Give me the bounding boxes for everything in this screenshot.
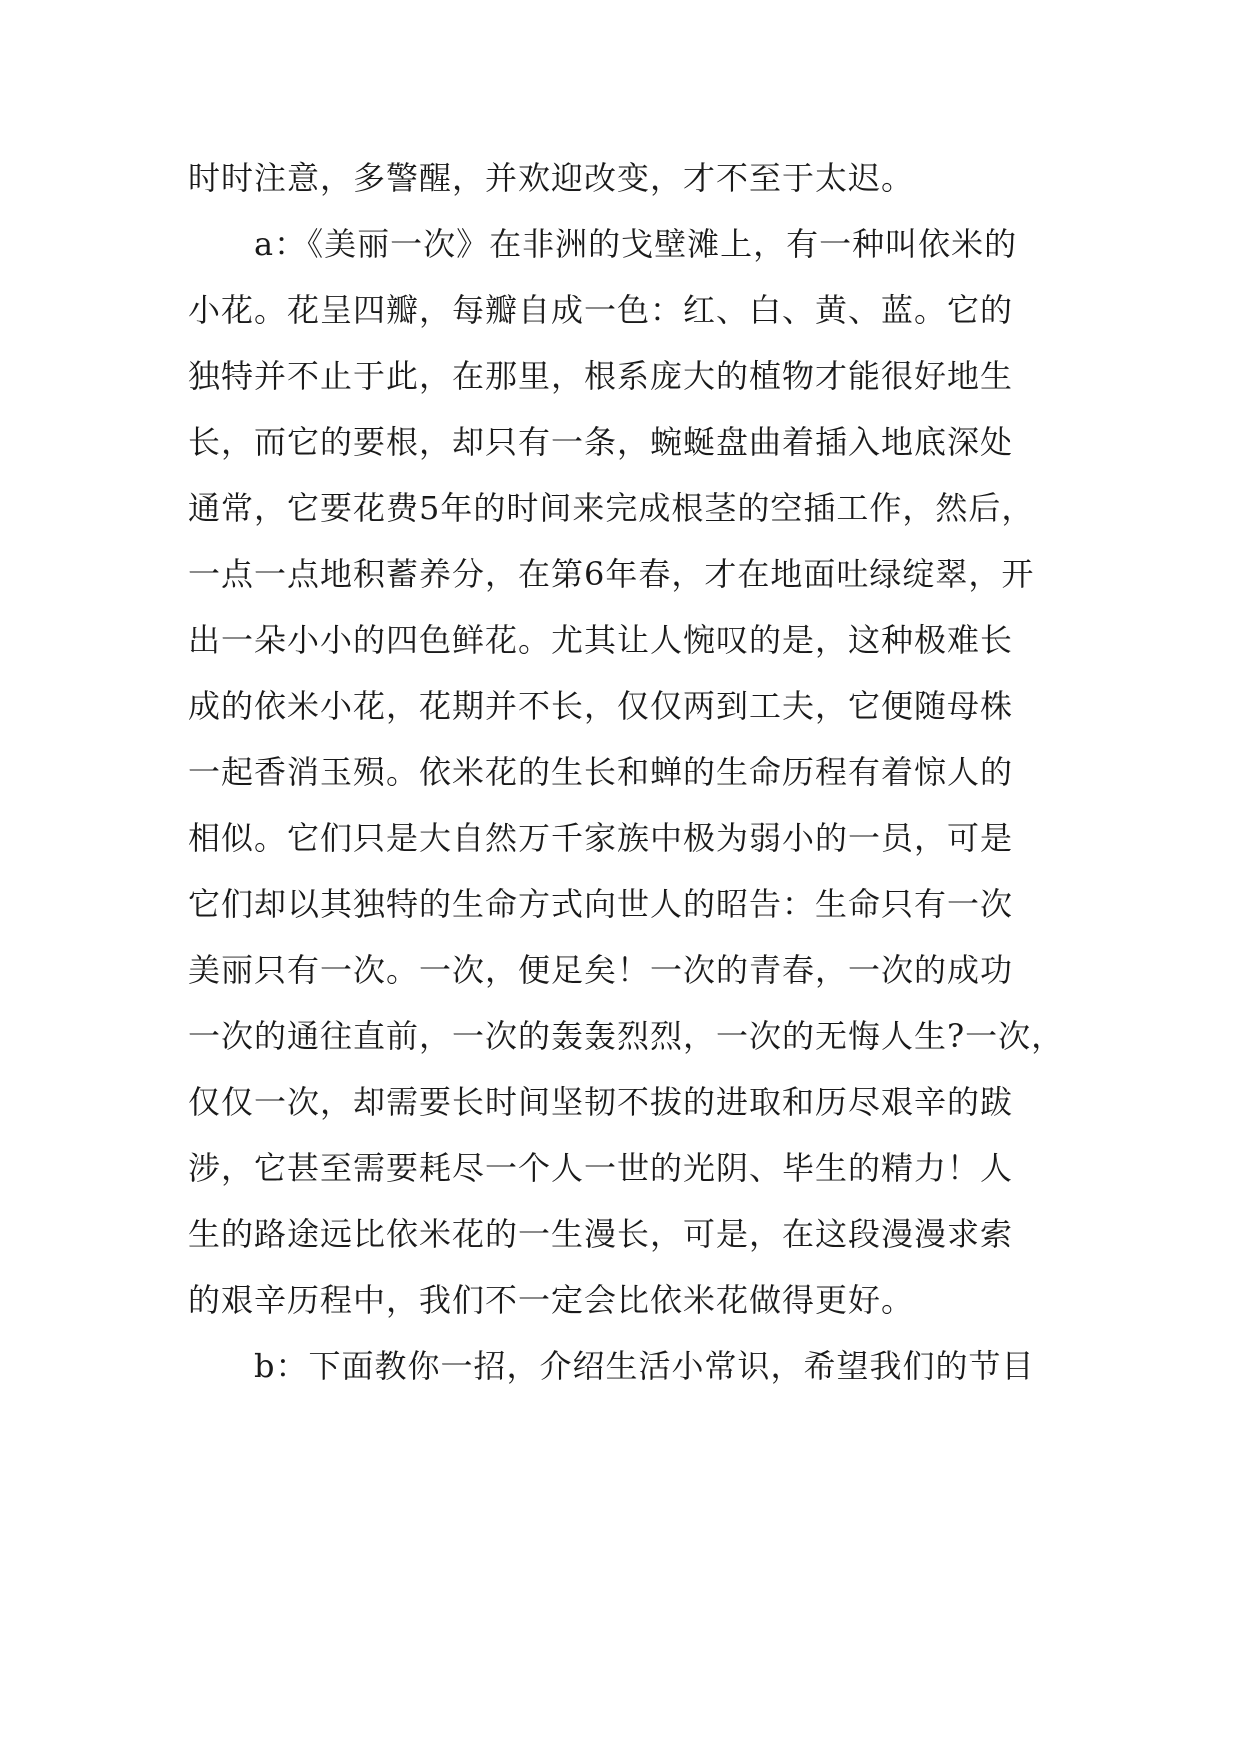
text-line: 一次的通往直前，一次的轰轰烈烈，一次的无悔人生?一次， — [188, 1017, 1065, 1055]
text-line: 小花。花呈四瓣，每瓣自成一色：红、白、黄、蓝。它的 — [188, 291, 1014, 329]
text-line: 它们却以其独特的生命方式向世人的昭告：生命只有一次 — [188, 885, 1014, 923]
text-line: 生的路途远比依米花的一生漫长，可是，在这段漫漫求索 — [188, 1215, 1014, 1253]
text-line: 出一朵小小的四色鲜花。尤其让人惋叹的是，这种极难长 — [188, 621, 1014, 659]
text-line: 时时注意，多警醒，并欢迎改变，才不至于太迟。 — [188, 159, 915, 197]
text-line: 一起香消玉殒。依米花的生长和蝉的生命历程有着惊人的 — [188, 753, 1014, 791]
paragraph-a-first-line: a：《美丽一次》在非洲的戈壁滩上，有一种叫依米的 — [254, 225, 1018, 263]
text-line: 涉，它甚至需要耗尽一个人一世的光阴、毕生的精力！人 — [188, 1149, 1014, 1187]
text-line: 美丽只有一次。一次，便足矣！一次的青春，一次的成功 — [188, 951, 1014, 989]
text-line: 长，而它的要根，却只有一条，蜿蜒盘曲着插入地底深处 — [188, 423, 1014, 461]
text-line: 相似。它们只是大自然万千家族中极为弱小的一员，可是 — [188, 819, 1014, 857]
paragraph-b-first-line: b：下面教你一招，介绍生活小常识，希望我们的节目 — [254, 1347, 1035, 1385]
text-line: 一点一点地积蓄养分，在第6年春，才在地面吐绿绽翠，开 — [188, 555, 1035, 593]
text-line: 的艰辛历程中，我们不一定会比依米花做得更好。 — [188, 1281, 915, 1319]
text-line: 仅仅一次，却需要长时间坚韧不拔的进取和历尽艰辛的跋 — [188, 1083, 1014, 1121]
text-line: 独特并不止于此，在那里，根系庞大的植物才能很好地生 — [188, 357, 1014, 395]
text-line: 成的依米小花，花期并不长，仅仅两到工夫，它便随母株 — [188, 687, 1014, 725]
text-line: 通常，它要花费5年的时间来完成根茎的空插工作，然后， — [188, 489, 1035, 527]
